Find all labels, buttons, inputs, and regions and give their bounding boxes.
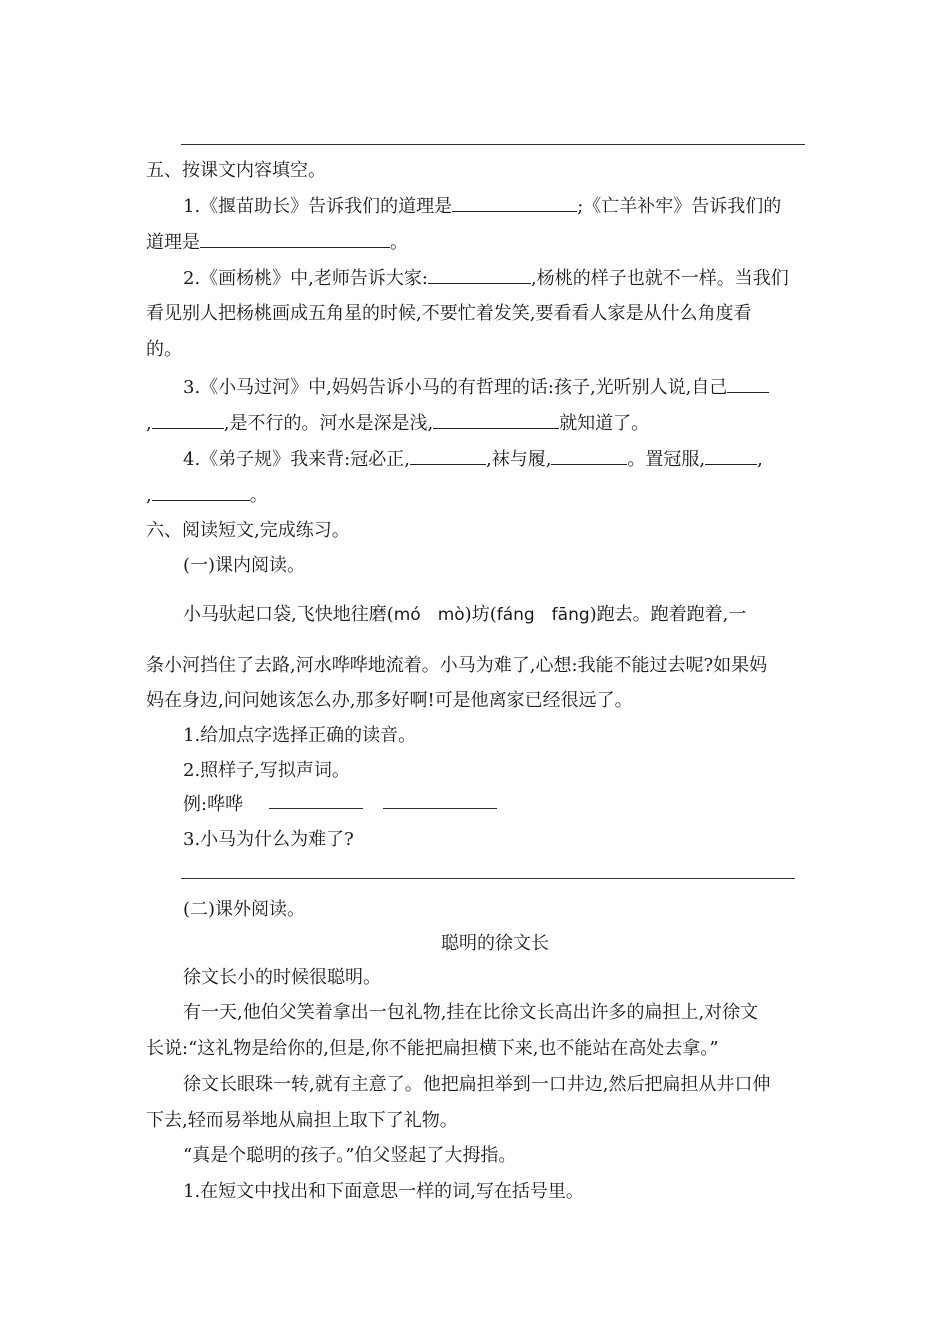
- question-5-4-line2-start: ,: [146, 485, 152, 506]
- question-5-3-comma: ,: [146, 413, 152, 434]
- fill-blank-5-4-b[interactable]: [551, 446, 627, 465]
- question-5-2-text-a: 2.《画杨桃》中,老师告诉大家:: [183, 268, 428, 289]
- question-6-2: 2.照样子,写拟声词。: [183, 760, 350, 781]
- story-paragraph-1: 徐文长小的时候很聪明。: [183, 967, 381, 988]
- question-5-4-line2: [146, 482, 268, 509]
- question-5-2-text-b: ,杨桃的样子也就不一样。当我们: [530, 268, 789, 289]
- pinyin-choice-mo[interactable]: mó mò: [393, 605, 465, 625]
- question-5-4-text-d: ,: [757, 449, 763, 470]
- fill-blank-5-4-d[interactable]: [152, 482, 250, 501]
- section6-heading: 六、阅读短文,完成练习。: [146, 520, 350, 541]
- question-5-2-line3: 的。: [146, 339, 182, 360]
- fill-blank-5-3-a[interactable]: [727, 374, 769, 393]
- pinyin-choice-fang[interactable]: fáng fāng: [496, 605, 590, 625]
- story-paragraph-2-line2: 长说:“这礼物是给你的,但是,你不能把扁担横下来,也不能站在高处去拿。”: [146, 1038, 719, 1059]
- story-paragraph-3-line1: 徐文长眼珠一转,就有主意了。他把扁担举到一口井边,然后把扁担从井口伸: [183, 1074, 771, 1095]
- part2-label: (二)课外阅读。: [183, 899, 306, 920]
- question-extra-1: 1.在短文中找出和下面意思一样的词,写在括号里。: [183, 1181, 584, 1202]
- question-5-1-text-c: 道理是: [146, 232, 200, 253]
- fill-blank-5-1-a[interactable]: [452, 193, 577, 212]
- story-title: 聪明的徐文长: [441, 933, 549, 954]
- question-5-3-text-b: ,是不行的。河水是深是浅,: [223, 413, 434, 434]
- question-6-2-example: [183, 792, 243, 818]
- passage1-text-a: 小马驮起口袋,飞快地往磨(: [183, 604, 394, 625]
- fill-blank-5-3-c[interactable]: [433, 410, 559, 429]
- question-5-1-line2: [146, 229, 408, 256]
- fill-blank-5-3-b[interactable]: [152, 410, 224, 429]
- passage1-text-c: )跑去。跑着跑着,一: [589, 604, 747, 625]
- question-5-1-text-a: 1.《揠苗助长》告诉我们的道理是: [183, 196, 453, 217]
- fill-blank-5-4-a[interactable]: [410, 446, 486, 465]
- fill-blank-5-2[interactable]: [428, 265, 531, 284]
- passage1-line1: [183, 602, 746, 628]
- question-6-3: 3.小马为什么为难了?: [183, 829, 354, 850]
- question-5-1-line1: [183, 193, 781, 220]
- answer-line-6-3[interactable]: [181, 878, 795, 879]
- question-5-4-text-a: 4.《弟子规》我来背:冠必正,: [183, 449, 410, 470]
- question-5-3-text-a: 3.《小马过河》中,妈妈告诉小马的有哲理的话:孩子,光听别人说,自己: [183, 377, 728, 398]
- passage1-text-b: )坊(: [464, 604, 497, 625]
- passage1-line2: 条小河挡住了去路,河水哗哗地流着。小马为难了,心想:我能不能过去呢?如果妈: [146, 655, 768, 676]
- question-5-4-text-c: 。置冠服,: [627, 449, 706, 470]
- fill-blank-5-1-b[interactable]: [200, 229, 390, 248]
- part1-label: (一)课内阅读。: [183, 555, 306, 576]
- question-5-4-line1: [183, 446, 763, 473]
- story-paragraph-3-line2: 下去,轻而易举地从扁担上取下了礼物。: [146, 1110, 458, 1131]
- story-paragraph-2-line1: 有一天,他伯父笑着拿出一包礼物,挂在比徐文长高出许多的扁担上,对徐文: [183, 1002, 759, 1023]
- story-paragraph-4: “真是个聪明的孩子。”伯父竖起了大拇指。: [183, 1145, 517, 1166]
- answer-line-top[interactable]: [181, 144, 805, 145]
- onomatopoeia-blank-2[interactable]: [383, 808, 497, 809]
- question-5-4-end: 。: [249, 485, 268, 506]
- question-5-4-text-b: ,袜与履,: [485, 449, 552, 470]
- question-6-1: 1.给加点字选择正确的读音。: [183, 725, 417, 746]
- question-5-2-line1: [183, 265, 789, 292]
- question-5-1-end: 。: [390, 232, 408, 253]
- passage1-line3: 妈在身边,问问她该怎么办,那多好啊!可是他离家已经很远了。: [146, 690, 633, 711]
- onomatopoeia-blank-1[interactable]: [269, 808, 363, 809]
- section5-heading: 五、按课文内容填空。: [146, 160, 326, 181]
- fill-blank-5-4-c[interactable]: [705, 446, 757, 465]
- question-5-2-line2: 看见别人把杨桃画成五角星的时候,不要忙着发笑,要看看人家是从什么角度看: [146, 303, 752, 324]
- question-5-3-text-c: 就知道了。: [559, 413, 650, 434]
- question-5-1-text-b: ;《亡羊补牢》告诉我们的: [577, 196, 782, 217]
- question-5-3-line2: [146, 410, 649, 437]
- example-label: 例:哗哗: [183, 794, 244, 815]
- question-5-3-line1: [183, 374, 769, 401]
